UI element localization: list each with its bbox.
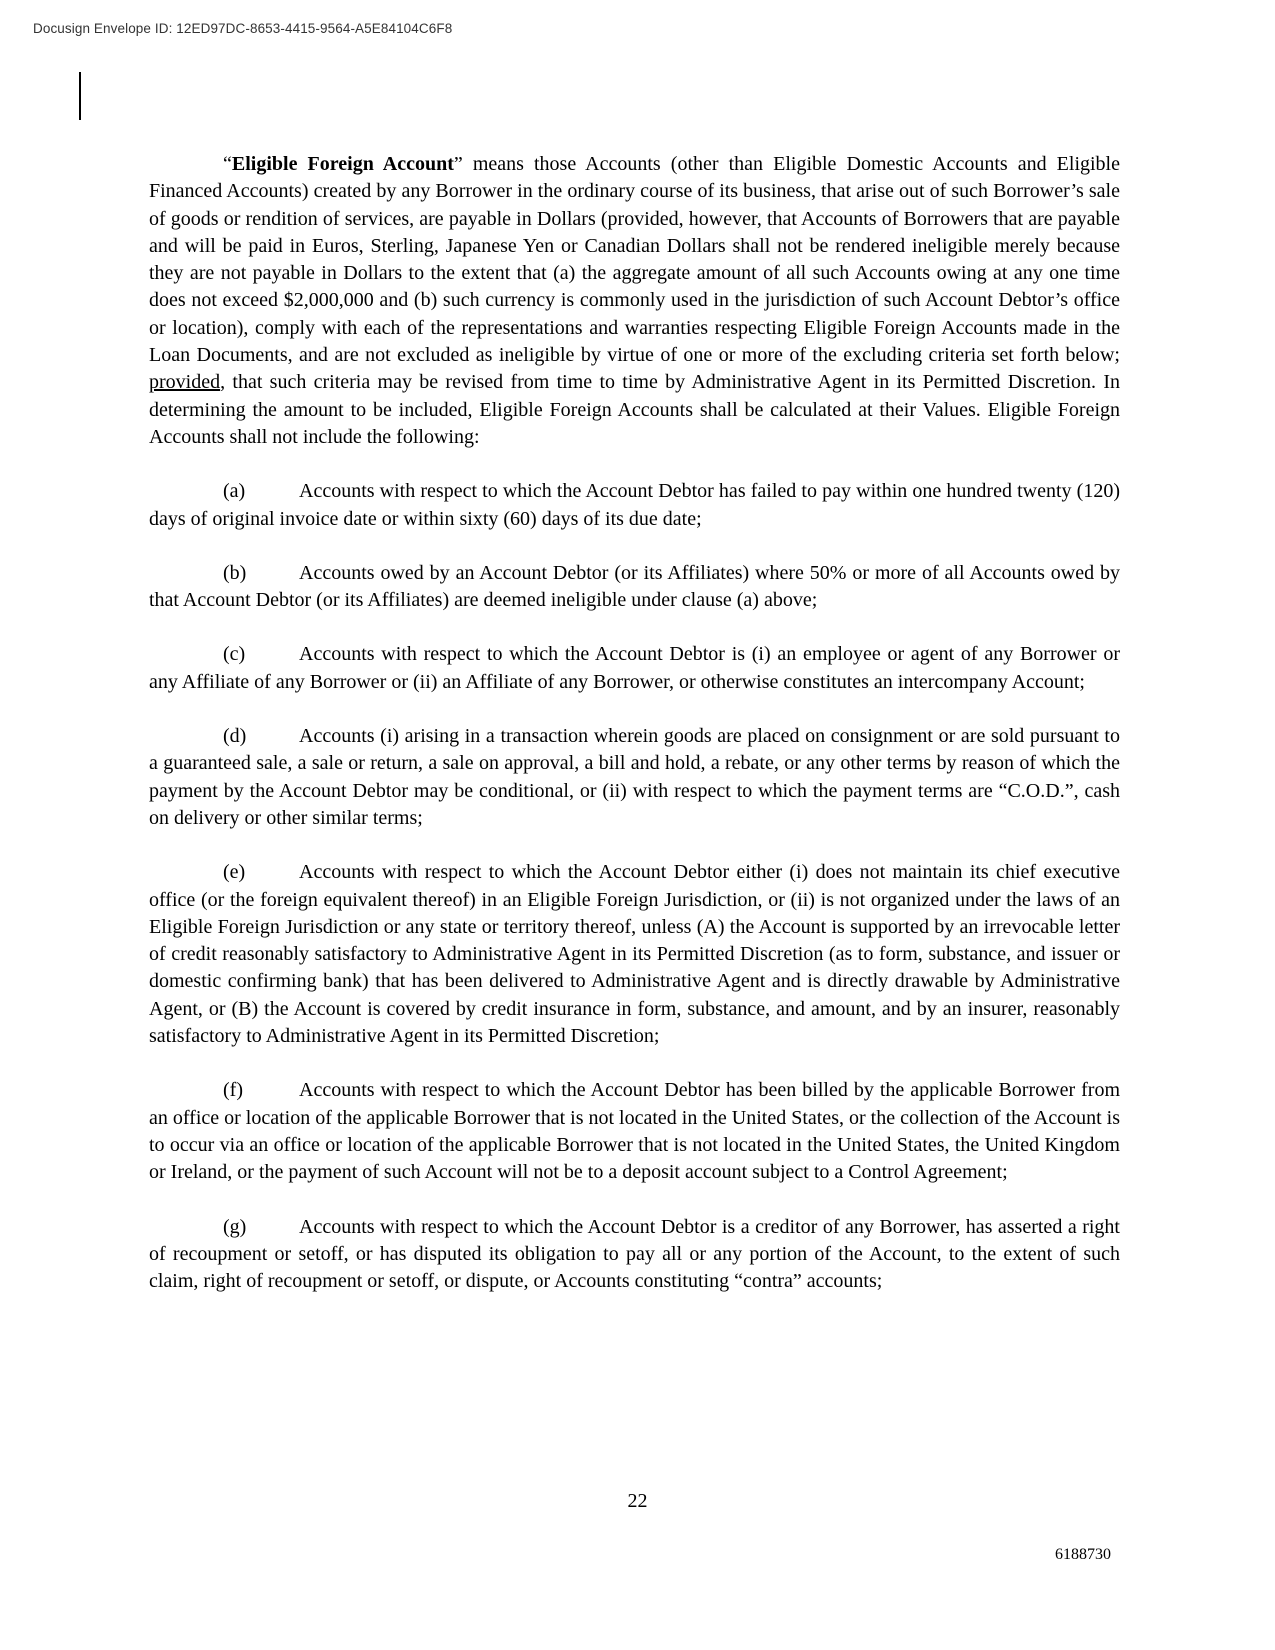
clause-text: Accounts with respect to which the Account Debtor has failed to pay within one hundred twenty (120) days of original invoice date or within sixty (60) days of its due date; [149, 480, 1120, 530]
document-body [149, 151, 1120, 1322]
clause-label: (g) [223, 1215, 247, 1238]
clause-text: Accounts with respect to which the Account Debtor is a creditor of any Borrower, has asserted a right of recoupment or setoff, or has disputed its obligation to pay all or any portion of the Account, to the extent of such claim, right of recoupment or setoff, or dispute, or Accounts constituting “contra” accounts; [149, 1215, 1120, 1293]
clause-text: Accounts with respect to which the Account Debtor has been billed by the applicable Borrower from an office or location of the applicable Borrower that is not located in the United States, or the collection of the Account is to occur via an office or location of the applicable Borrower that is not located in the United States, the United Kingdom or Ireland, or the payment of such Account will not be to a deposit account subject to a Control Agreement; [149, 1079, 1121, 1184]
clause-c [149, 641, 1120, 696]
defined-term: Eligible Foreign Account [231, 153, 454, 175]
definition-open-quote: “ [223, 153, 232, 175]
definition-paragraph [149, 151, 1120, 451]
clause-a [149, 478, 1120, 533]
clause-label: (f) [223, 1079, 243, 1102]
definition-text-continued: , that such criteria may be revised from time to time by Administrative Agent in its Permitted Discretion. In determining the amount to be included, Eligible Foreign Accounts shall be calculated at their Values. Eligible Foreign Accounts shall not include the following: [149, 371, 1120, 448]
page-number: 22 [627, 1490, 648, 1512]
clause-label: (d) [223, 725, 247, 748]
clause-text: Accounts (i) arising in a transaction wherein goods are placed on consignment or are sold pursuant to a guaranteed sale, a sale or return, a sale on approval, a bill and hold, a rebate, or any other terms by reason of which the payment by the Account Debtor may be conditional, or (ii) with respect to which the payment terms are “C.O.D.”, cash on delivery or other similar terms; [149, 725, 1120, 829]
provided-term: provided [149, 371, 221, 394]
revision-change-bar [79, 72, 81, 120]
clause-label: (a) [223, 480, 246, 503]
clause-text: Accounts with respect to which the Account Debtor either (i) does not maintain its chief executive office (or the foreign equivalent thereof) in an Eligible Foreign Jurisdiction, or (ii) is not organized under the laws of an Eligible Foreign Jurisdiction or any state or territory thereof, unless (A) the Account is supported by an irrevocable letter of credit reasonably satisfactory to Administrative Agent in its Permitted Discretion (as to form, substance, and issuer or domestic confirming bank) that has been delivered to Administrative Agent and is directly drawable by Administrative Agent, or (B) the Account is covered by credit insurance in form, substance, and amount, and by an insurer, reasonably satisfactory to Administrative Agent in its Permitted Discretion; [149, 861, 1120, 1048]
document-number: 6188730 [1055, 1546, 1111, 1563]
clause-label: (b) [223, 561, 247, 584]
definition-text: ” means those Accounts (other than Eligible Domestic Accounts and Eligible Financed Accounts) created by any Borrower in the ordinary course of its business, that arise out of such Borrower’s sale of goods or rendition of services, are payable in Dollars (provided, however, that Accounts of Borrowers that are payable and will be paid in Euros, Sterling, Japanese Yen or Canadian Dollars shall not be rendered ineligible merely because they are not payable in Dollars to the extent that (a) the aggregate amount of all such Accounts owing at any one time does not exceed $2,000,000 and (b) such currency is commonly used in the jurisdiction of such Account Debtor’s office or location), comply with each of the representations and warranties respecting Eligible Foreign Accounts made in the Loan Documents, and are not excluded as ineligible by virtue of one or more of the excluding criteria set forth below; [149, 153, 1120, 367]
clause-b [149, 560, 1120, 615]
clause-label: (e) [223, 861, 246, 884]
clause-d [149, 723, 1120, 832]
clause-text: Accounts with respect to which the Account Debtor is (i) an employee or agent of any Borrower or any Affiliate of any Borrower or (ii) an Affiliate of any Borrower, or otherwise constitutes an intercompany Account; [149, 643, 1120, 693]
clause-g [149, 1214, 1120, 1296]
clause-label: (c) [223, 643, 246, 666]
docusign-envelope-id: Docusign Envelope ID: 12ED97DC-8653-4415-9564-A5E84104C6F8 [33, 21, 453, 36]
clause-e [149, 859, 1120, 1050]
clause-f [149, 1077, 1120, 1186]
clause-text: Accounts owed by an Account Debtor (or its Affiliates) where 50% or more of all Accounts owed by that Account Debtor (or its Affiliates) are deemed ineligible under clause (a) above; [149, 561, 1120, 612]
